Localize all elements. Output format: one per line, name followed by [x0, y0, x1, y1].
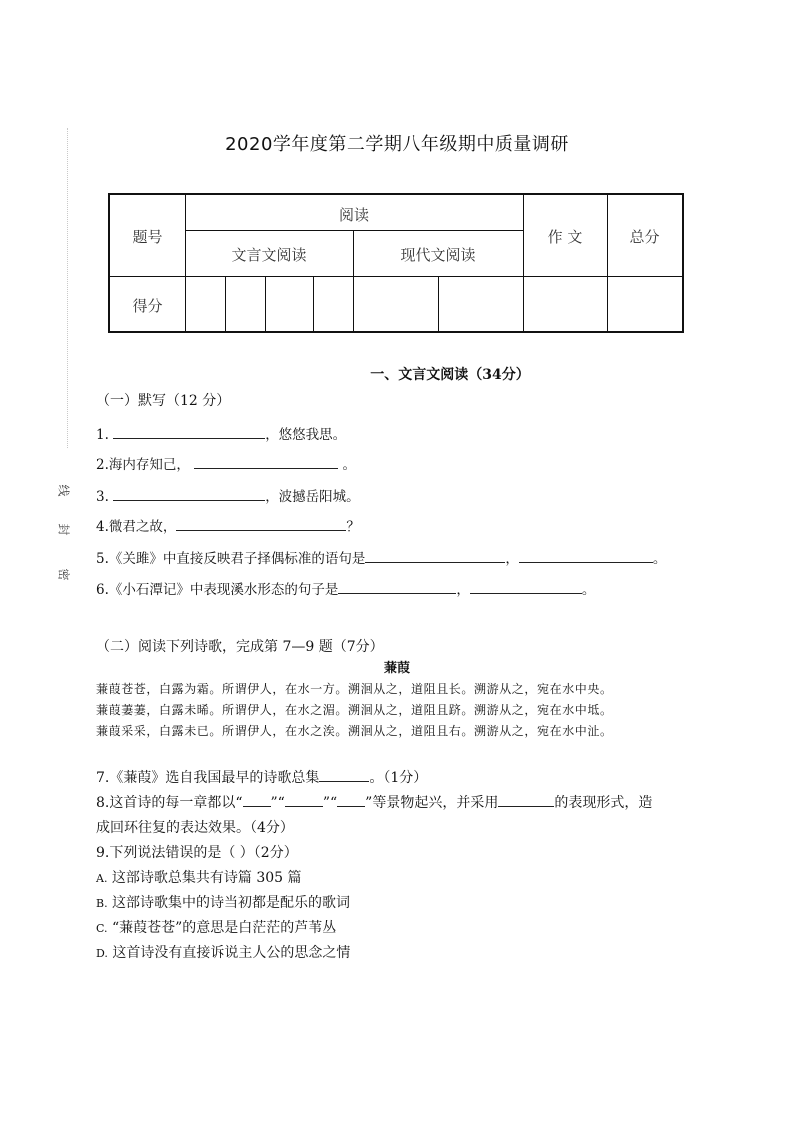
answer-blank[interactable] [319, 769, 369, 782]
answer-blank[interactable] [337, 794, 365, 807]
page-title: 2020学年度第二学期八年级期中质量调研 [225, 134, 569, 155]
answer-blank[interactable] [338, 581, 456, 594]
table-line [313, 276, 314, 331]
answer-blank[interactable] [176, 518, 346, 531]
answer-blank[interactable] [194, 456, 338, 469]
question-8-line2: 成回环往复的表达效果。（4分） [96, 820, 294, 836]
binding-margin-line [67, 128, 68, 448]
question-3: 3. ，波撼岳阳城。 [96, 489, 360, 505]
answer-blank[interactable] [365, 550, 505, 563]
cell-defen: 得分 [132, 297, 163, 315]
cell-zongfen: 总分 [629, 228, 660, 246]
question-1: 1. ，悠悠我思。 [96, 427, 347, 443]
table-line [110, 276, 682, 277]
cell-yuedu: 阅读 [338, 206, 369, 224]
question-2: 2.海内存知己， 。 [96, 457, 356, 473]
table-line [607, 195, 608, 331]
table-line [225, 276, 226, 331]
question-5: 5.《关雎》中直接反映君子择偶标准的语句是 ， 。 [96, 551, 667, 567]
option-d: D. 这首诗没有直接诉说主人公的思念之情 [96, 945, 351, 961]
table-line [523, 195, 524, 331]
cell-zuowen: 作 文 [547, 228, 583, 246]
answer-blank[interactable] [470, 581, 582, 594]
side-mark-mi: 密 [56, 568, 71, 581]
answer-blank[interactable] [113, 488, 265, 501]
poem-line: 蒹葭采采，白露未已。所谓伊人，在水之涘。溯洄从之，道阻且右。溯游从之，宛在水中沚。 [96, 724, 613, 738]
poem-title: 蒹葭 [383, 661, 410, 676]
table-line [265, 276, 266, 331]
answer-blank[interactable] [519, 550, 653, 563]
answer-blank[interactable] [498, 794, 554, 807]
poem-line: 蒹葭萋萋，白露未晞。所谓伊人，在水之湄。溯洄从之，道阻且跻。溯游从之，宛在水中坻。 [96, 703, 613, 717]
answer-blank[interactable] [113, 426, 265, 439]
question-7: 7.《蒹葭》选自我国最早的诗歌总集 。（1分） [96, 770, 428, 786]
score-table [108, 193, 684, 333]
option-c: C. “蒹葭苍苍”的意思是白茫茫的芦苇丛 [96, 920, 337, 936]
question-6: 6.《小石潭记》中表现溪水形态的句子是 ， 。 [96, 582, 596, 598]
cell-tihao: 题号 [132, 228, 163, 246]
question-8: 8.这首诗的每一章都以“ ”“ ”“ ”等景物起兴，并采用 的表现形式，造 [96, 795, 653, 811]
question-4: 4.微君之故， ？ [96, 519, 360, 535]
side-mark-feng: 封 [56, 523, 71, 536]
table-line [185, 230, 524, 231]
section-title: 一、文言文阅读（34分） [370, 367, 530, 383]
cell-wenyan: 文言文阅读 [231, 246, 307, 264]
part2-title: （二）阅读下列诗歌，完成第 7—9 题（7分） [96, 639, 384, 655]
answer-blank[interactable] [285, 794, 323, 807]
table-line [438, 276, 439, 331]
part1-title: （一）默写（12 分） [96, 393, 231, 409]
option-b: B. 这部诗歌集中的诗当初都是配乐的歌词 [96, 895, 351, 911]
side-mark-xian: 线 [56, 484, 71, 497]
option-a: A. 这部诗歌总集共有诗篇 305 篇 [96, 870, 302, 886]
poem-line: 蒹葭苍苍，白露为霜。所谓伊人，在水一方。溯洄从之，道阻且长。溯游从之，宛在水中央。 [96, 682, 613, 696]
cell-xiandai: 现代文阅读 [400, 246, 476, 264]
answer-blank[interactable] [243, 794, 271, 807]
question-9: 9.下列说法错误的是（ ）（2分） [96, 845, 298, 861]
